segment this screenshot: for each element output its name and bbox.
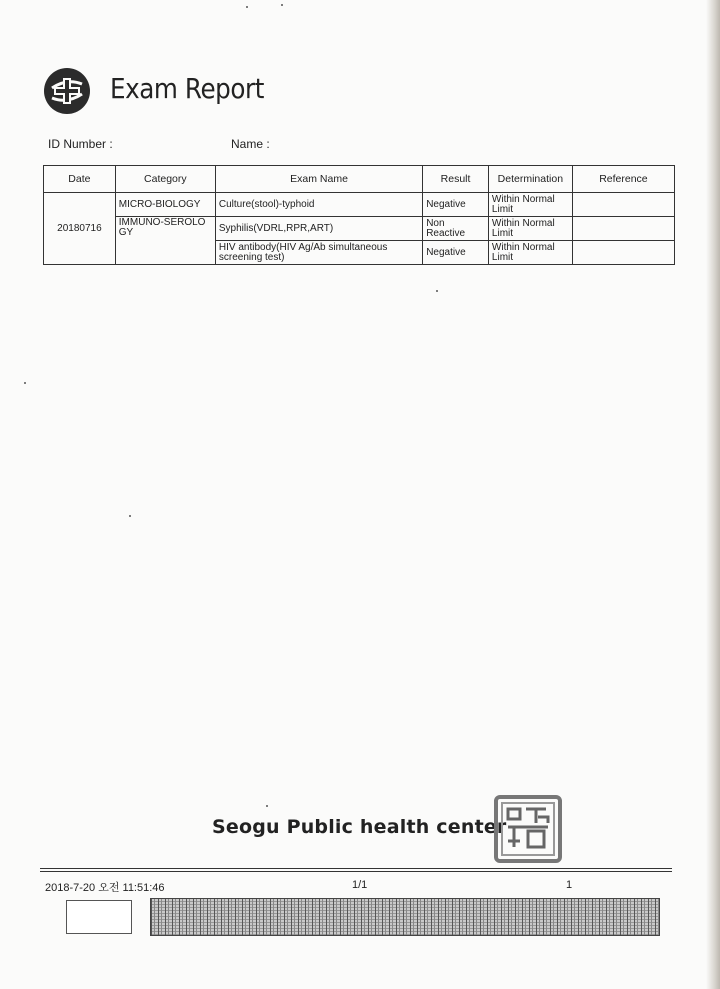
footer-mark: 1 [566,879,573,891]
medical-cross-icon [42,66,92,116]
reference-cell [572,217,674,241]
name-label: Name : [231,137,270,151]
column-header-reference: Reference [572,166,674,193]
official-seal-icon [494,795,562,863]
result-cell: Negative [423,241,489,265]
print-timestamp: 2018-7-20 오전 11:51:46 [45,882,165,894]
table-row [44,193,675,217]
page-title: Exam Report [110,72,264,105]
footer-divider [40,868,672,869]
id-number-label: ID Number : [48,137,113,151]
page-number: 1/1 [352,879,368,891]
organization-name: Seogu Public health center [212,816,507,838]
result-cell: Negative [423,193,489,217]
date-cell: 20180716 [44,193,116,265]
determination-cell: Within Normal Limit [488,217,572,241]
table-row [44,217,675,241]
scan-speck [436,290,438,292]
reference-cell [572,193,674,217]
exam-name-cell: Syphilis(VDRL,RPR,ART) [215,217,422,241]
reference-cell [572,241,674,265]
scan-speck [129,515,131,517]
column-header-determination: Determination [488,166,572,193]
redacted-box [66,900,132,934]
scan-speck [24,382,26,384]
column-header-date: Date [44,166,116,193]
footer-divider [40,871,672,872]
exam-name-cell: HIV antibody(HIV Ag/Ab simultaneous screening test) [215,241,422,265]
scan-speck [246,6,248,8]
scan-speck [266,805,268,807]
exam-results-table [43,165,675,265]
scan-speck [281,4,283,6]
determination-cell: Within Normal Limit [488,193,572,217]
category-cell: MICRO-BIOLOGY [115,193,215,217]
table-header-row [44,166,675,193]
page-edge-shadow [706,0,720,989]
determination-cell: Within Normal Limit [488,241,572,265]
category-cell: IMMUNO-SEROLOGY [115,217,215,265]
redacted-barcode [150,898,660,936]
column-header-category: Category [115,166,215,193]
exam-name-cell: Culture(stool)-typhoid [215,193,422,217]
column-header-exam-name: Exam Name [215,166,422,193]
result-cell: Non Reactive [423,217,489,241]
column-header-result: Result [423,166,489,193]
